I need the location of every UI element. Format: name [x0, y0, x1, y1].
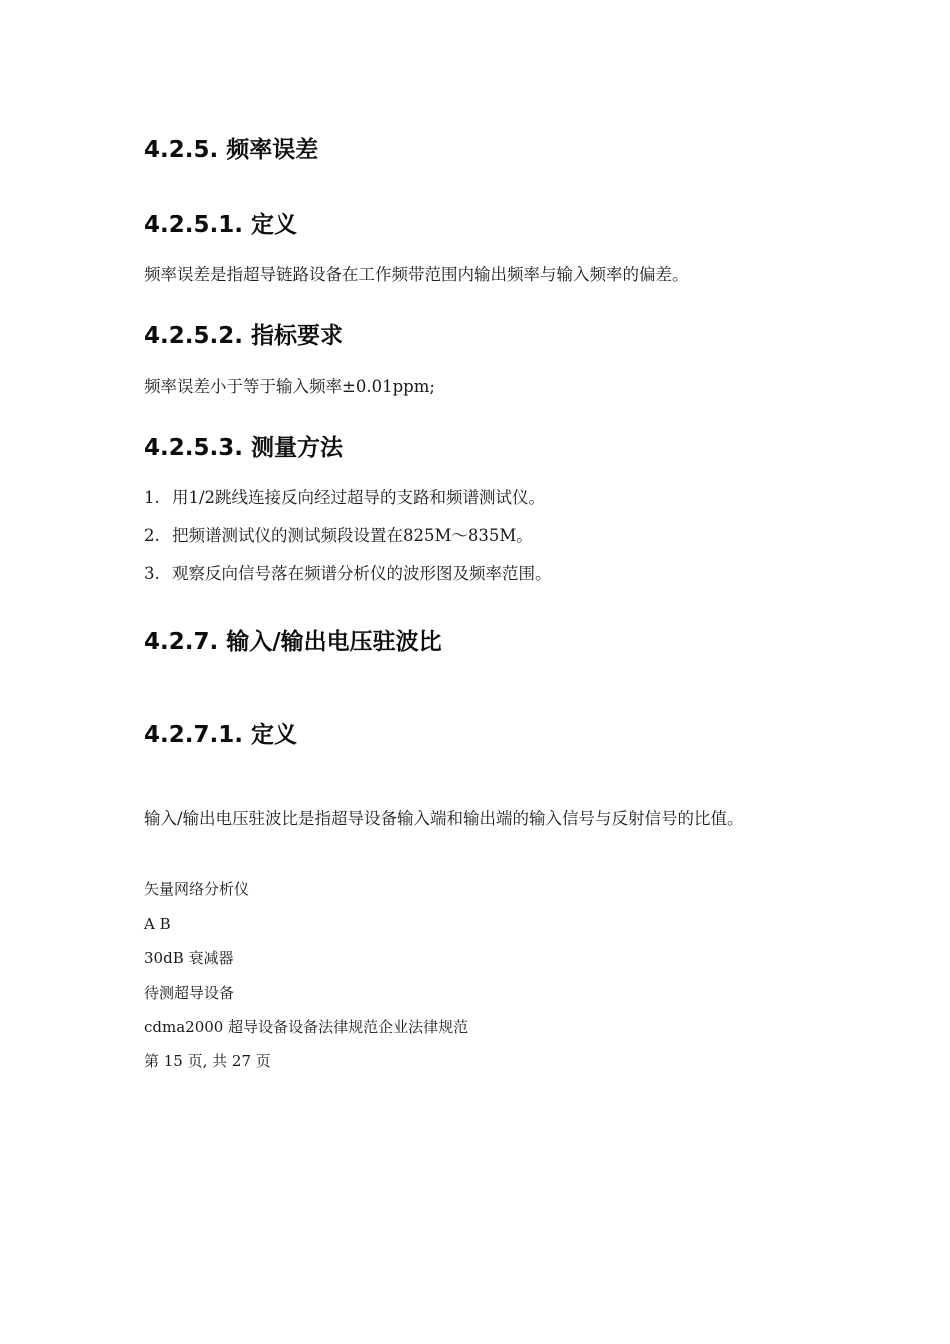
list-item [144, 562, 552, 586]
footer-title: cdma2000 超导设备设备法律规范企业法律规范 [144, 1018, 469, 1036]
paragraph-frequency-error-definition: 频率误差是指超导链路设备在工作频带范围内输出频率与输入频率的偏差。 [144, 265, 689, 284]
heading-4-2-5: 4.2.5. 频率误差 [144, 137, 319, 163]
list-item [144, 486, 545, 510]
list-item-text: 把频谱测试仪的测试频段设置在825M～835M。 [172, 526, 533, 545]
figure-label-vector-network-analyzer: 矢量网络分析仪 [144, 880, 250, 898]
paragraph-vswr-definition: 输入/输出电压驻波比是指超导设备输入端和输出端的输入信号与反射信号的比值。 [144, 809, 744, 828]
page-number: 第 15 页, 共 27 页 [144, 1052, 271, 1070]
heading-4-2-5-2: 4.2.5.2. 指标要求 [144, 323, 343, 349]
heading-4-2-5-3: 4.2.5.3. 测量方法 [144, 435, 343, 461]
list-item-text: 用1/2跳线连接反向经过超导的支路和频谱测试仪。 [172, 488, 546, 507]
paragraph-requirement: 频率误差小于等于输入频率±0.01ppm; [144, 377, 435, 396]
list-item-number: 2. [144, 526, 160, 545]
figure-label-device-under-test: 待测超导设备 [144, 984, 235, 1002]
figure-label-attenuator: 30dB 衰减器 [144, 949, 234, 967]
list-item [144, 524, 533, 548]
heading-4-2-5-1: 4.2.5.1. 定义 [144, 212, 297, 238]
figure-label-ports: A B [144, 915, 171, 933]
heading-4-2-7-1: 4.2.7.1. 定义 [144, 722, 297, 748]
list-item-number: 3. [144, 564, 160, 583]
list-item-number: 1. [144, 488, 160, 507]
list-item-text: 观察反向信号落在频谱分析仪的波形图及频率范围。 [172, 564, 552, 583]
heading-4-2-7: 4.2.7. 输入/输出电压驻波比 [144, 629, 442, 655]
